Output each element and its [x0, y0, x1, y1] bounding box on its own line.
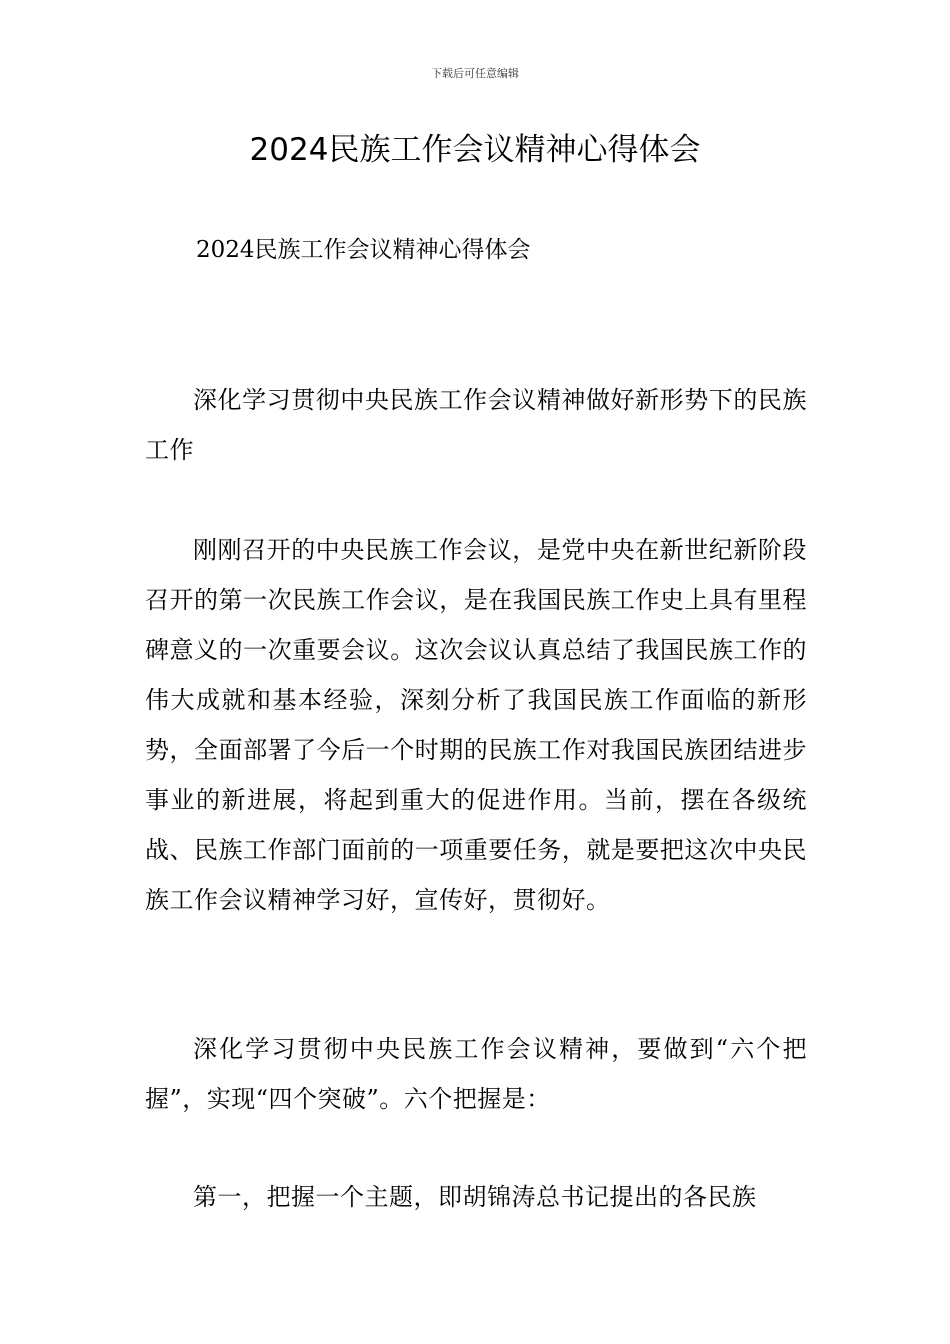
document-title: 2024民族工作会议精神心得体会 — [249, 132, 701, 168]
body-block-3 — [145, 1024, 807, 1124]
body-block-1 — [145, 375, 807, 475]
document-subtitle: 2024民族工作会议精神心得体会 — [196, 237, 531, 263]
paragraph-4: 第一，把握一个主题，即胡锦涛总书记提出的各民族 — [193, 1183, 757, 1211]
body-block-2 — [145, 525, 807, 925]
header-note: 下载后可任意编辑 — [431, 67, 519, 80]
body-block-4 — [145, 1172, 807, 1222]
paragraph-3: 深化学习贯彻中央民族工作会议精神，要做到“六个把握”，实现“四个突破”。六个把握是： — [145, 1035, 807, 1113]
paragraph-2: 刚刚召开的中央民族工作会议，是党中央在新世纪新阶段召开的第一次民族工作会议，是在我国民族工作史上具有里程碑意义的一次重要会议。这次会议认真总结了我国民族工作的伟大成就和基本经验，深刻分析了我国民族工作面临的新形势，全面部署了今后一个时期的民族工作对我国民族团结进步事业的新进展，将起到重大的促进作用。当前，摆在各级统战、民族工作部门面前的一项重要任务，就是要把这次中央民族工作会议精神学习好，宣传好，贯彻好。 — [145, 536, 807, 914]
paragraph-1: 深化学习贯彻中央民族工作会议精神做好新形势下的民族工作 — [145, 386, 807, 464]
